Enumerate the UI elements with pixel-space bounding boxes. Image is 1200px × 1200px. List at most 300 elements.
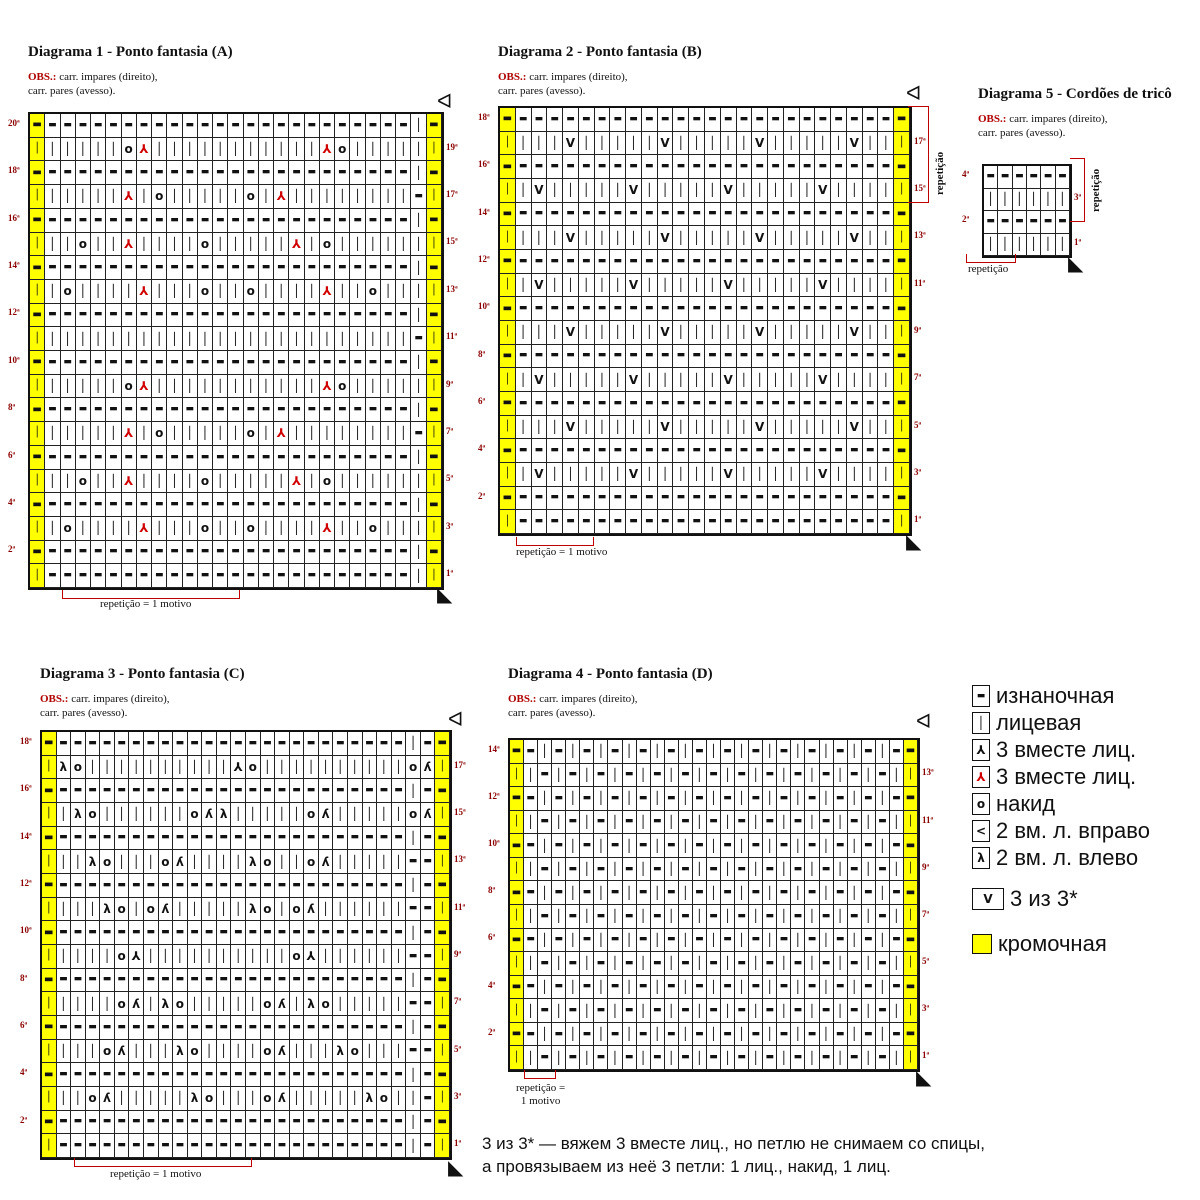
footnote-line2: а провязываем из неё 3 петли: 1 лиц., накид, 1 лиц.: [482, 1157, 891, 1176]
stitch-cell: ▬: [847, 297, 863, 321]
stitch-cell: │: [152, 327, 167, 351]
stitch-cell: ▬: [173, 921, 188, 945]
legend-item: [972, 885, 1150, 912]
stitch-cell: │: [847, 463, 863, 487]
stitch-cell: o: [320, 470, 335, 494]
stitch-cell: ⅄: [304, 945, 319, 969]
stitch-cell: ▬: [100, 921, 115, 945]
stitch-cell: ▬: [202, 921, 217, 945]
edge-stitch: ▬: [904, 929, 918, 953]
stitch-cell: │: [862, 905, 876, 929]
stitch-cell: ▬: [377, 1016, 392, 1040]
stitch-cell: ▬: [202, 779, 217, 803]
stitch-cell: ▬: [705, 203, 721, 227]
stitch-cell: ▬: [737, 345, 753, 369]
diagram-obs: [498, 70, 628, 98]
row-label: 13ª: [914, 230, 926, 241]
stitch-cell: ▬: [152, 446, 167, 470]
stitch-cell: o: [115, 945, 130, 969]
legend-item: [972, 709, 1150, 736]
stitch-cell: │: [198, 422, 213, 446]
stitch-cell: ▬: [777, 929, 791, 953]
stitch-cell: ▬: [1027, 211, 1041, 234]
repeat-label: repetição = 1 motivo: [516, 546, 608, 558]
stitch-cell: │: [396, 233, 411, 257]
stitch-cell: ▬: [421, 732, 436, 756]
stitch-cell: ▬: [320, 446, 335, 470]
stitch-cell: ▬: [246, 827, 261, 851]
stitch-cell: ▬: [396, 304, 411, 328]
stitch-cell: │: [411, 541, 426, 565]
stitch-cell: ▬: [91, 351, 106, 375]
stitch-cell: ▬: [231, 732, 246, 756]
stitch-cell: o: [261, 898, 276, 922]
stitch-cell: ▬: [289, 541, 304, 565]
stitch-cell: ▬: [579, 108, 595, 132]
stitch-cell: │: [580, 1046, 594, 1070]
stitch-cell: ▬: [106, 564, 121, 588]
stitch-cell: ▬: [637, 976, 651, 1000]
stitch-cell: o: [188, 1040, 203, 1064]
stitch-cell: │: [45, 138, 60, 162]
stitch-cell: ▬: [57, 1063, 72, 1087]
stitch-cell: │: [213, 517, 228, 541]
diagram-title: Diagrama 4 - Ponto fantasia (D): [508, 666, 713, 682]
stitch-cell: o: [152, 422, 167, 446]
stitch-cell: │: [820, 787, 834, 811]
stitch-cell: │: [524, 905, 538, 929]
stitch-cell: V: [815, 368, 831, 392]
stitch-cell: ▬: [231, 921, 246, 945]
stitch-cell: │: [396, 138, 411, 162]
stitch-cell: ▬: [45, 256, 60, 280]
edge-stitch: │: [42, 992, 57, 1016]
stitch-cell: ▬: [815, 392, 831, 416]
stitch-cell: λ: [246, 850, 261, 874]
stitch-cell: │: [608, 1046, 622, 1070]
stitch-cell: ▬: [815, 297, 831, 321]
stitch-cell: │: [777, 858, 791, 882]
stitch-cell: │: [547, 321, 563, 345]
stitch-cell: │: [335, 233, 350, 257]
stitch-cell: │: [878, 274, 894, 298]
stitch-cell: ▬: [377, 1063, 392, 1087]
stitch-cell: ▬: [305, 304, 320, 328]
stitch-cell: ▬: [274, 256, 289, 280]
stitch-cell: ▬: [651, 858, 665, 882]
stitch-cell: ▬: [566, 811, 580, 835]
stitch-cell: ▬: [563, 510, 579, 534]
row-label: 12ª: [478, 253, 490, 264]
stitch-cell: ▬: [626, 155, 642, 179]
stitch-cell: │: [91, 280, 106, 304]
legend-item: [972, 930, 1150, 957]
stitch-cell: │: [705, 463, 721, 487]
stitch-cell: ▬: [608, 787, 622, 811]
stitch-cell: ▬: [167, 304, 182, 328]
stitch-cell: ▬: [610, 487, 626, 511]
stitch-cell: ▬: [71, 1134, 86, 1158]
stitch-cell: ▬: [304, 874, 319, 898]
stitch-cell: ▬: [421, 898, 436, 922]
stitch-cell: ▬: [516, 297, 532, 321]
stitch-cell: │: [637, 905, 651, 929]
stitch-cell: ▬: [188, 827, 203, 851]
stitch-cell: │: [610, 274, 626, 298]
stitch-cell: ⅄: [122, 470, 137, 494]
stitch-cell: │: [705, 321, 721, 345]
stitch-cell: │: [244, 327, 259, 351]
edge-stitch: │: [30, 517, 45, 541]
stitch-cell: ▬: [863, 510, 879, 534]
edge-stitch: │: [42, 756, 57, 780]
stitch-cell: │: [259, 138, 274, 162]
arrow-icon: ᐊ: [906, 83, 922, 105]
stitch-cell: ▬: [173, 874, 188, 898]
diagram-obs: [40, 692, 170, 720]
stitch-cell: ▬: [335, 256, 350, 280]
edge-stitch: │: [904, 999, 918, 1023]
stitch-cell: V: [721, 368, 737, 392]
stitch-cell: o: [198, 517, 213, 541]
stitch-cell: ▬: [594, 858, 608, 882]
stitch-cell: │: [532, 321, 548, 345]
stitch-cell: │: [863, 321, 879, 345]
stitch-cell: ▬: [217, 874, 232, 898]
stitch-cell: ▬: [304, 921, 319, 945]
stitch-cell: │: [213, 470, 228, 494]
stitch-cell: │: [350, 327, 365, 351]
stitch-cell: │: [658, 368, 674, 392]
stitch-cell: ▬: [831, 439, 847, 463]
stitch-cell: │: [594, 740, 608, 764]
stitch-cell: │: [261, 945, 276, 969]
stitch-cell: ▬: [563, 108, 579, 132]
stitch-cell: ▬: [594, 811, 608, 835]
stitch-cell: │: [566, 976, 580, 1000]
stitch-cell: ▬: [791, 1046, 805, 1070]
stitch-cell: ▬: [86, 827, 101, 851]
stitch-cell: ▬: [61, 541, 76, 565]
stitch-cell: ▬: [261, 732, 276, 756]
stitch-cell: ▬: [862, 1023, 876, 1047]
stitch-cell: ▬: [71, 969, 86, 993]
stitch-cell: ▬: [1013, 211, 1027, 234]
stitch-cell: │: [396, 327, 411, 351]
stitch-cell: ▬: [122, 114, 137, 138]
stitch-cell: │: [159, 945, 174, 969]
edge-stitch: ▬: [30, 541, 45, 565]
stitch-cell: ⅄: [137, 138, 152, 162]
stitch-cell: │: [246, 1087, 261, 1111]
stitch-cell: │: [377, 945, 392, 969]
stitch-cell: ▬: [137, 541, 152, 565]
stitch-cell: ⅄: [274, 422, 289, 446]
stitch-cell: │: [547, 368, 563, 392]
stitch-cell: ▬: [876, 764, 890, 788]
edge-stitch: │: [42, 803, 57, 827]
stitch-cell: │: [862, 999, 876, 1023]
stitch-cell: │: [289, 280, 304, 304]
stitch-cell: │: [86, 1040, 101, 1064]
stitch-cell: ▬: [246, 1016, 261, 1040]
stitch-cell: λ: [100, 898, 115, 922]
stitch-cell: ▬: [689, 155, 705, 179]
stitch-cell: │: [721, 858, 735, 882]
stitch-cell: │: [173, 1087, 188, 1111]
stitch-cell: │: [721, 416, 737, 440]
stitch-cell: ▬: [421, 992, 436, 1016]
stitch-cell: │: [563, 368, 579, 392]
stitch-cell: │: [305, 138, 320, 162]
stitch-cell: │: [890, 858, 904, 882]
stitch-cell: ▬: [623, 905, 637, 929]
stitch-cell: V: [752, 321, 768, 345]
stitch-cell: │: [363, 945, 378, 969]
repeat-bracket: [516, 537, 594, 546]
stitch-cell: ▬: [366, 351, 381, 375]
stitch-cell: │: [173, 756, 188, 780]
stitch-cell: │: [516, 368, 532, 392]
stitch-cell: │: [122, 280, 137, 304]
stitch-cell: │: [763, 740, 777, 764]
stitch-cell: ▬: [637, 834, 651, 858]
stitch-cell: ▬: [45, 304, 60, 328]
stitch-cell: │: [863, 179, 879, 203]
stitch-cell: ▬: [878, 510, 894, 534]
stitch-cell: ▬: [878, 345, 894, 369]
stitch-cell: ▬: [800, 510, 816, 534]
edge-stitch: │: [30, 327, 45, 351]
stitch-cell: ▬: [274, 398, 289, 422]
stitch-cell: o: [100, 1040, 115, 1064]
stitch-cell: │: [57, 1040, 72, 1064]
stitch-cell: │: [411, 517, 426, 541]
stitch-cell: ▬: [406, 1040, 421, 1064]
stitch-cell: ▬: [820, 999, 834, 1023]
stitch-cell: ▬: [642, 345, 658, 369]
stitch-cell: ▬: [626, 439, 642, 463]
stitch-cell: ▬: [552, 976, 566, 1000]
stitch-cell: ▬: [183, 541, 198, 565]
stitch-cell: ▬: [532, 108, 548, 132]
stitch-cell: │: [198, 185, 213, 209]
stitch-cell: │: [820, 976, 834, 1000]
stitch-cell: │: [705, 368, 721, 392]
stitch-cell: ▬: [261, 1063, 276, 1087]
stitch-cell: │: [516, 416, 532, 440]
stitch-cell: ▬: [642, 108, 658, 132]
stitch-cell: V: [721, 463, 737, 487]
stitch-cell: ▬: [381, 304, 396, 328]
stitch-cell: ▬: [183, 256, 198, 280]
stitch-cell: │: [876, 740, 890, 764]
stitch-cell: │: [552, 952, 566, 976]
stitch-cell: ▬: [198, 256, 213, 280]
edge-stitch: ▬: [894, 439, 910, 463]
stitch-cell: ▬: [183, 446, 198, 470]
stitch-cell: ▬: [642, 392, 658, 416]
stitch-cell: │: [61, 327, 76, 351]
stitch-cell: ▬: [532, 392, 548, 416]
stitch-cell: │: [137, 470, 152, 494]
stitch-cell: ▬: [86, 1063, 101, 1087]
stitch-cell: ▬: [231, 1134, 246, 1158]
stitch-cell: ▬: [768, 439, 784, 463]
stitch-cell: ▬: [91, 256, 106, 280]
edge-stitch: ▬: [500, 439, 516, 463]
stitch-cell: ▬: [768, 345, 784, 369]
stitch-cell: ▬: [244, 256, 259, 280]
stitch-cell: ▬: [259, 161, 274, 185]
stitch-cell: │: [862, 811, 876, 835]
stitch-cell: V: [532, 463, 548, 487]
stitch-cell: │: [805, 858, 819, 882]
stitch-cell: │: [642, 463, 658, 487]
stitch-cell: ▬: [137, 446, 152, 470]
stitch-cell: ▬: [173, 732, 188, 756]
stitch-cell: ▬: [202, 969, 217, 993]
stitch-cell: ▬: [800, 250, 816, 274]
stitch-cell: │: [693, 905, 707, 929]
stitch-cell: ▬: [421, 969, 436, 993]
edge-stitch: │: [894, 179, 910, 203]
stitch-cell: ▬: [705, 345, 721, 369]
stitch-cell: ▬: [152, 304, 167, 328]
stitch-cell: ▬: [129, 969, 144, 993]
stitch-cell: ▬: [610, 392, 626, 416]
stitch-cell: ▬: [392, 732, 407, 756]
stitch-cell: ▬: [791, 764, 805, 788]
stitch-cell: ▬: [183, 351, 198, 375]
stitch-cell: │: [862, 858, 876, 882]
stitch-cell: λ: [173, 1040, 188, 1064]
stitch-cell: o: [198, 233, 213, 257]
row-label: 10ª: [488, 838, 500, 849]
stitch-cell: ▬: [246, 874, 261, 898]
stitch-cell: ▬: [377, 969, 392, 993]
stitch-cell: ▬: [594, 905, 608, 929]
stitch-cell: ʎ: [159, 898, 174, 922]
edge-stitch: │: [500, 510, 516, 534]
stitch-cell: ▬: [348, 779, 363, 803]
stitch-cell: ▬: [213, 398, 228, 422]
stitch-cell: ▬: [623, 999, 637, 1023]
edge-stitch: │: [427, 233, 442, 257]
stitch-cell: ▬: [707, 999, 721, 1023]
stitch-cell: │: [348, 803, 363, 827]
row-label: 13ª: [446, 283, 458, 294]
stitch-cell: ▬: [381, 564, 396, 588]
stitch-cell: ▬: [115, 732, 130, 756]
stitch-cell: ▬: [244, 114, 259, 138]
stitch-cell: ▬: [71, 1016, 86, 1040]
stitch-cell: │: [815, 132, 831, 156]
row-label: 14ª: [478, 206, 490, 217]
stitch-cell: ▬: [228, 446, 243, 470]
stitch-cell: ▬: [532, 250, 548, 274]
edge-stitch: │: [30, 470, 45, 494]
stitch-cell: ▬: [768, 203, 784, 227]
stitch-cell: ▬: [100, 1016, 115, 1040]
stitch-cell: │: [800, 368, 816, 392]
stitch-cell: │: [366, 185, 381, 209]
stitch-cell: │: [651, 976, 665, 1000]
stitch-cell: │: [363, 992, 378, 1016]
row-label: 8ª: [488, 885, 496, 896]
edge-stitch: │: [435, 850, 450, 874]
legend-label: изнаночная: [996, 682, 1115, 708]
repeat-label: [516, 1082, 565, 1108]
stitch-cell: ▬: [275, 827, 290, 851]
stitch-cell: ▬: [392, 779, 407, 803]
stitch-cell: │: [768, 463, 784, 487]
stitch-cell: ▬: [421, 874, 436, 898]
stitch-cell: ▬: [290, 779, 305, 803]
stitch-cell: ▬: [890, 740, 904, 764]
stitch-cell: │: [167, 185, 182, 209]
repeat-bracket: [966, 254, 1016, 263]
stitch-cell: ▬: [202, 1063, 217, 1087]
stitch-cell: ⅄: [231, 756, 246, 780]
edge-stitch: │: [904, 764, 918, 788]
row-label: 4ª: [20, 1067, 28, 1078]
stitch-cell: │: [350, 185, 365, 209]
row-label: 9ª: [922, 861, 930, 872]
stitch-cell: ▬: [705, 392, 721, 416]
row-label: 17ª: [446, 188, 458, 199]
stitch-cell: │: [552, 905, 566, 929]
stitch-cell: ▬: [261, 1134, 276, 1158]
stitch-cell: │: [721, 321, 737, 345]
stitch-cell: │: [188, 992, 203, 1016]
stitch-cell: │: [246, 945, 261, 969]
stitch-cell: ▬: [246, 921, 261, 945]
stitch-cell: ▬: [752, 203, 768, 227]
stitch-cell: ▬: [159, 874, 174, 898]
stitch-cell: │: [213, 422, 228, 446]
stitch-cell: ▬: [100, 779, 115, 803]
stitch-cell: │: [274, 280, 289, 304]
stitch-cell: │: [538, 929, 552, 953]
edge-stitch: │: [435, 898, 450, 922]
stitch-cell: │: [580, 858, 594, 882]
stitch-cell: ▬: [777, 834, 791, 858]
stitch-cell: ▬: [411, 422, 426, 446]
stitch-cell: ▬: [737, 487, 753, 511]
stitch-cell: │: [106, 470, 121, 494]
stitch-cell: ▬: [61, 209, 76, 233]
stitch-cell: ▬: [290, 1134, 305, 1158]
stitch-cell: ▬: [679, 858, 693, 882]
stitch-cell: ▬: [516, 392, 532, 416]
stitch-cell: ▬: [335, 209, 350, 233]
edge-stitch: │: [42, 850, 57, 874]
stitch-cell: ▬: [563, 203, 579, 227]
stitch-cell: │: [137, 327, 152, 351]
stitch-cell: ▬: [228, 398, 243, 422]
stitch-cell: ▬: [847, 108, 863, 132]
stitch-cell: │: [106, 280, 121, 304]
stitch-cell: ▬: [167, 161, 182, 185]
stitch-cell: ▬: [122, 446, 137, 470]
stitch-cell: ▬: [71, 874, 86, 898]
stitch-cell: │: [579, 416, 595, 440]
edge-stitch: │: [427, 185, 442, 209]
stitch-cell: ▬: [737, 203, 753, 227]
stitch-cell: │: [217, 756, 232, 780]
stitch-cell: ▬: [396, 114, 411, 138]
